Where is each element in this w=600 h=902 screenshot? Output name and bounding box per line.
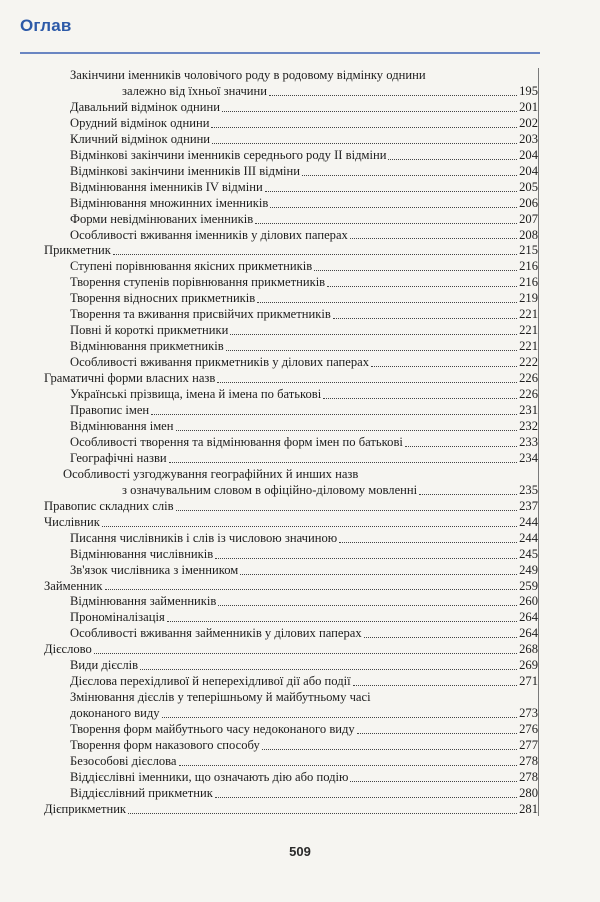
toc-entry-title: доконаного виду — [70, 706, 160, 721]
toc-entry-page: 276 — [519, 722, 538, 737]
toc-entry-page: 249 — [519, 562, 538, 577]
toc-entry-title: Правопис імен — [70, 403, 150, 418]
toc-entry[interactable] — [44, 307, 538, 323]
toc-entry-page: 232 — [519, 418, 538, 433]
toc-entry-title: Особливості вживання займенників у ділових паперах — [70, 626, 362, 641]
toc-entry-page: 268 — [519, 642, 538, 657]
toc-entry-title: Особливості вживання іменників у ділових паперах — [70, 227, 348, 242]
toc-leader-dots — [364, 637, 517, 638]
toc-entry-title: Давальний відмінок однини — [70, 99, 220, 114]
toc-leader-dots — [302, 175, 517, 176]
toc-leader-dots — [270, 207, 517, 208]
toc-entry-title: Ступені порівнювання якісних прикметників — [70, 259, 313, 274]
toc-leader-dots — [226, 350, 517, 351]
toc-entry[interactable] — [44, 371, 538, 387]
toc-entry-title: Числівник — [44, 514, 100, 529]
toc-entry-page: 280 — [519, 785, 538, 800]
toc-leader-dots — [262, 749, 517, 750]
toc-leader-dots — [176, 430, 518, 431]
toc-entry-page: 207 — [519, 211, 538, 226]
toc-leader-dots — [215, 797, 517, 798]
toc-entry-title: Відмінювання числівників — [70, 546, 214, 561]
toc-entry-page: 237 — [519, 498, 538, 513]
toc-entry[interactable] — [44, 164, 538, 180]
toc-leader-dots — [269, 95, 517, 96]
toc-entry-title-line: Особливості узгоджування географійних й инших назв — [63, 466, 359, 481]
toc-entry[interactable] — [44, 579, 538, 595]
toc-entry-title: Відмінювання займенників — [70, 594, 217, 609]
toc-entry-page: 203 — [519, 131, 538, 146]
toc-entry[interactable] — [44, 674, 538, 690]
toc-entry-title: залежно від їхньої значини — [122, 83, 268, 98]
toc-leader-dots — [176, 510, 518, 511]
toc-leader-dots — [371, 366, 517, 367]
toc-leader-dots — [215, 558, 517, 559]
toc-entry[interactable] — [44, 451, 538, 467]
toc-entry[interactable] — [44, 690, 538, 722]
toc-leader-dots — [102, 526, 517, 527]
toc-leader-dots — [162, 717, 518, 718]
toc-entry-title: Прономіналізація — [70, 610, 165, 625]
toc-entry-page: 269 — [519, 658, 538, 673]
toc-leader-dots — [327, 286, 517, 287]
toc-entry[interactable] — [44, 387, 538, 403]
toc-entry[interactable] — [44, 610, 538, 626]
toc-leader-dots — [211, 127, 517, 128]
toc-entry[interactable] — [44, 275, 538, 291]
toc-entry-page: 221 — [519, 323, 538, 338]
toc-entry[interactable] — [44, 786, 538, 802]
toc-leader-dots — [128, 813, 517, 814]
page-number: 509 — [289, 844, 311, 859]
toc-entry-page: 221 — [519, 307, 538, 322]
toc-entry-title: Орудний відмінок однини — [70, 115, 210, 130]
toc-entry[interactable] — [44, 770, 538, 786]
toc-entry[interactable] — [44, 355, 538, 371]
toc-entry-page: 244 — [519, 514, 538, 529]
toc-leader-dots — [333, 318, 517, 319]
header-rule — [20, 52, 540, 54]
toc-entry-page: 226 — [519, 371, 538, 386]
toc-entry[interactable] — [44, 403, 538, 419]
toc-entry-page: 205 — [519, 179, 538, 194]
toc-leader-dots — [255, 223, 517, 224]
toc-entry-title: Правопис складних слів — [44, 498, 174, 513]
toc-entry-title: Дієслово — [44, 642, 92, 657]
toc-leader-dots — [217, 382, 517, 383]
toc-entry-page: 259 — [519, 578, 538, 593]
toc-entry[interactable] — [44, 738, 538, 754]
toc-entry-page: 204 — [519, 147, 538, 162]
toc-entry-title: Віддієслівні іменники, що означають дію або подію — [70, 769, 349, 784]
toc-entry-page: 278 — [519, 769, 538, 784]
toc-entry-page: 271 — [519, 674, 538, 689]
toc-entry[interactable] — [44, 116, 538, 132]
toc-entry-title: Зв'язок числівника з іменником — [70, 562, 239, 577]
toc-entry[interactable] — [44, 100, 538, 116]
toc-entry-title: Відмінювання множинних іменників — [70, 195, 269, 210]
toc-entry[interactable] — [44, 754, 538, 770]
toc-leader-dots — [169, 462, 517, 463]
toc-entry[interactable] — [44, 243, 538, 259]
toc-leader-dots — [350, 781, 517, 782]
toc-entry[interactable] — [44, 658, 538, 674]
toc-entry[interactable] — [44, 499, 538, 515]
toc-entry[interactable] — [44, 323, 538, 339]
toc-entry[interactable] — [44, 626, 538, 642]
toc-entry-title-line: Змінювання дієслів у теперішньому й майбутньому часі — [70, 690, 371, 705]
toc-entry-page: 281 — [519, 801, 538, 816]
toc-leader-dots — [240, 574, 517, 575]
toc-leader-dots — [218, 605, 517, 606]
toc-entry[interactable] — [44, 68, 538, 100]
toc-entry-page: 195 — [519, 83, 538, 98]
toc-entry[interactable] — [44, 180, 538, 196]
toc-entry-title: Творення форм наказового способу — [70, 738, 260, 753]
toc-entry-title: Відмінювання імен — [70, 418, 174, 433]
toc-entry[interactable] — [44, 802, 538, 818]
toc-entry-page: 208 — [519, 227, 538, 242]
toc-entry-title: Творення ступенів порівнювання прикметників — [70, 275, 326, 290]
toc-entry[interactable] — [44, 291, 538, 307]
toc-entry[interactable] — [44, 563, 538, 579]
toc-leader-dots — [353, 685, 517, 686]
toc-leader-dots — [167, 621, 517, 622]
toc-entry-title: Повні й короткі прикметники — [70, 323, 229, 338]
toc-entry-title-line: Закінчини іменників чоловічого роду в родовому відмінку однини — [70, 68, 426, 82]
toc-entry-title: Творення відносних прикметників — [70, 291, 256, 306]
toc-entry-title: Географічні назви — [70, 450, 167, 465]
toc-entry-page: 206 — [519, 195, 538, 210]
table-of-contents — [44, 68, 538, 818]
toc-entry-title: Відмінювання прикметників — [70, 339, 224, 354]
toc-entry-title: Дієприкметник — [44, 801, 127, 816]
toc-leader-dots — [94, 653, 517, 654]
right-border-line — [538, 68, 539, 816]
toc-entry[interactable] — [44, 435, 538, 451]
toc-leader-dots — [212, 143, 517, 144]
toc-entry-page: 245 — [519, 546, 538, 561]
toc-entry-page: 215 — [519, 243, 538, 258]
toc-leader-dots — [314, 270, 517, 271]
toc-leader-dots — [419, 494, 517, 495]
toc-leader-dots — [339, 542, 517, 543]
toc-entry-title: Дієслова перехідливої й неперехідливої дії або події — [70, 674, 351, 689]
toc-leader-dots — [222, 111, 517, 112]
toc-entry[interactable] — [44, 515, 538, 531]
toc-entry-title: Віддієслівний прикметник — [70, 785, 213, 800]
toc-entry-title: з означувальним словом в офіційно-діловому мовленні — [122, 482, 418, 497]
toc-leader-dots — [388, 159, 517, 160]
toc-entry[interactable] — [44, 148, 538, 164]
toc-entry-page: 204 — [519, 163, 538, 178]
toc-entry[interactable] — [44, 259, 538, 275]
toc-entry-title: Особливості вживання прикметників у ділових паперах — [70, 355, 370, 370]
toc-entry-title: Відмінювання іменників IV відміни — [70, 179, 263, 194]
toc-entry-page: 277 — [519, 738, 538, 753]
toc-entry-page: 202 — [519, 115, 538, 130]
toc-entry-title: Творення форм майбутнього часу недоконаного виду — [70, 722, 355, 737]
toc-entry-title: Безособові дієслова — [70, 753, 177, 768]
toc-entry[interactable] — [44, 228, 538, 244]
toc-leader-dots — [257, 302, 517, 303]
toc-entry[interactable] — [44, 531, 538, 547]
toc-entry-title: Творення та вживання присвійчих прикметників — [70, 307, 331, 322]
toc-entry[interactable] — [44, 212, 538, 228]
toc-entry-page: 222 — [519, 355, 538, 370]
toc-entry-page: 226 — [519, 387, 538, 402]
toc-entry-title: Відмінкові закінчини іменників середнього роду ІІ відміни — [70, 147, 387, 162]
toc-leader-dots — [323, 398, 517, 399]
toc-entry-page: 221 — [519, 339, 538, 354]
toc-entry-title: Особливості творення та відмінювання форм імен по батькові — [70, 434, 403, 449]
toc-leader-dots — [265, 191, 517, 192]
toc-entry-page: 233 — [519, 434, 538, 449]
toc-leader-dots — [179, 765, 518, 766]
toc-entry-title: Форми невідмінюваних іменників — [70, 211, 254, 226]
toc-entry-title: Прикметник — [44, 243, 111, 258]
toc-entry[interactable] — [44, 547, 538, 563]
toc-entry-page: 219 — [519, 291, 538, 306]
toc-entry-title: Граматичні форми власних назв — [44, 371, 216, 386]
toc-leader-dots — [350, 238, 517, 239]
toc-entry-page: 278 — [519, 753, 538, 768]
toc-entry-page: 216 — [519, 259, 538, 274]
toc-leader-dots — [105, 589, 518, 590]
toc-entry-page: 260 — [519, 594, 538, 609]
toc-entry-page: 201 — [519, 99, 538, 114]
toc-entry[interactable] — [44, 467, 538, 499]
toc-leader-dots — [113, 254, 517, 255]
toc-entry[interactable] — [44, 132, 538, 148]
toc-entry-page: 273 — [519, 706, 538, 721]
toc-entry[interactable] — [44, 196, 538, 212]
toc-entry-page: 244 — [519, 530, 538, 545]
toc-entry-page: 231 — [519, 403, 538, 418]
toc-entry-title: Займенник — [44, 578, 103, 593]
toc-entry-page: 234 — [519, 450, 538, 465]
toc-entry[interactable] — [44, 722, 538, 738]
toc-entry-title: Відмінкові закінчини іменників ІІІ відміни — [70, 163, 301, 178]
toc-entry-page: 264 — [519, 626, 538, 641]
toc-leader-dots — [230, 334, 517, 335]
toc-entry-page: 235 — [519, 482, 538, 497]
toc-entry-title: Кличний відмінок однини — [70, 131, 211, 146]
toc-entry-title: Писання числівників і слів із числовою значиною — [70, 530, 338, 545]
toc-entry-title: Види дієслів — [70, 658, 139, 673]
chapter-header: Оглав — [20, 16, 72, 35]
toc-entry-title: Українські прізвища, імена й імена по батькові — [70, 387, 322, 402]
toc-leader-dots — [357, 733, 517, 734]
toc-entry-page: 264 — [519, 610, 538, 625]
toc-leader-dots — [140, 669, 517, 670]
toc-leader-dots — [151, 414, 517, 415]
toc-entry[interactable] — [44, 594, 538, 610]
toc-entry[interactable] — [44, 339, 538, 355]
toc-entry[interactable] — [44, 419, 538, 435]
toc-entry-page: 216 — [519, 275, 538, 290]
toc-leader-dots — [405, 446, 517, 447]
toc-entry[interactable] — [44, 642, 538, 658]
